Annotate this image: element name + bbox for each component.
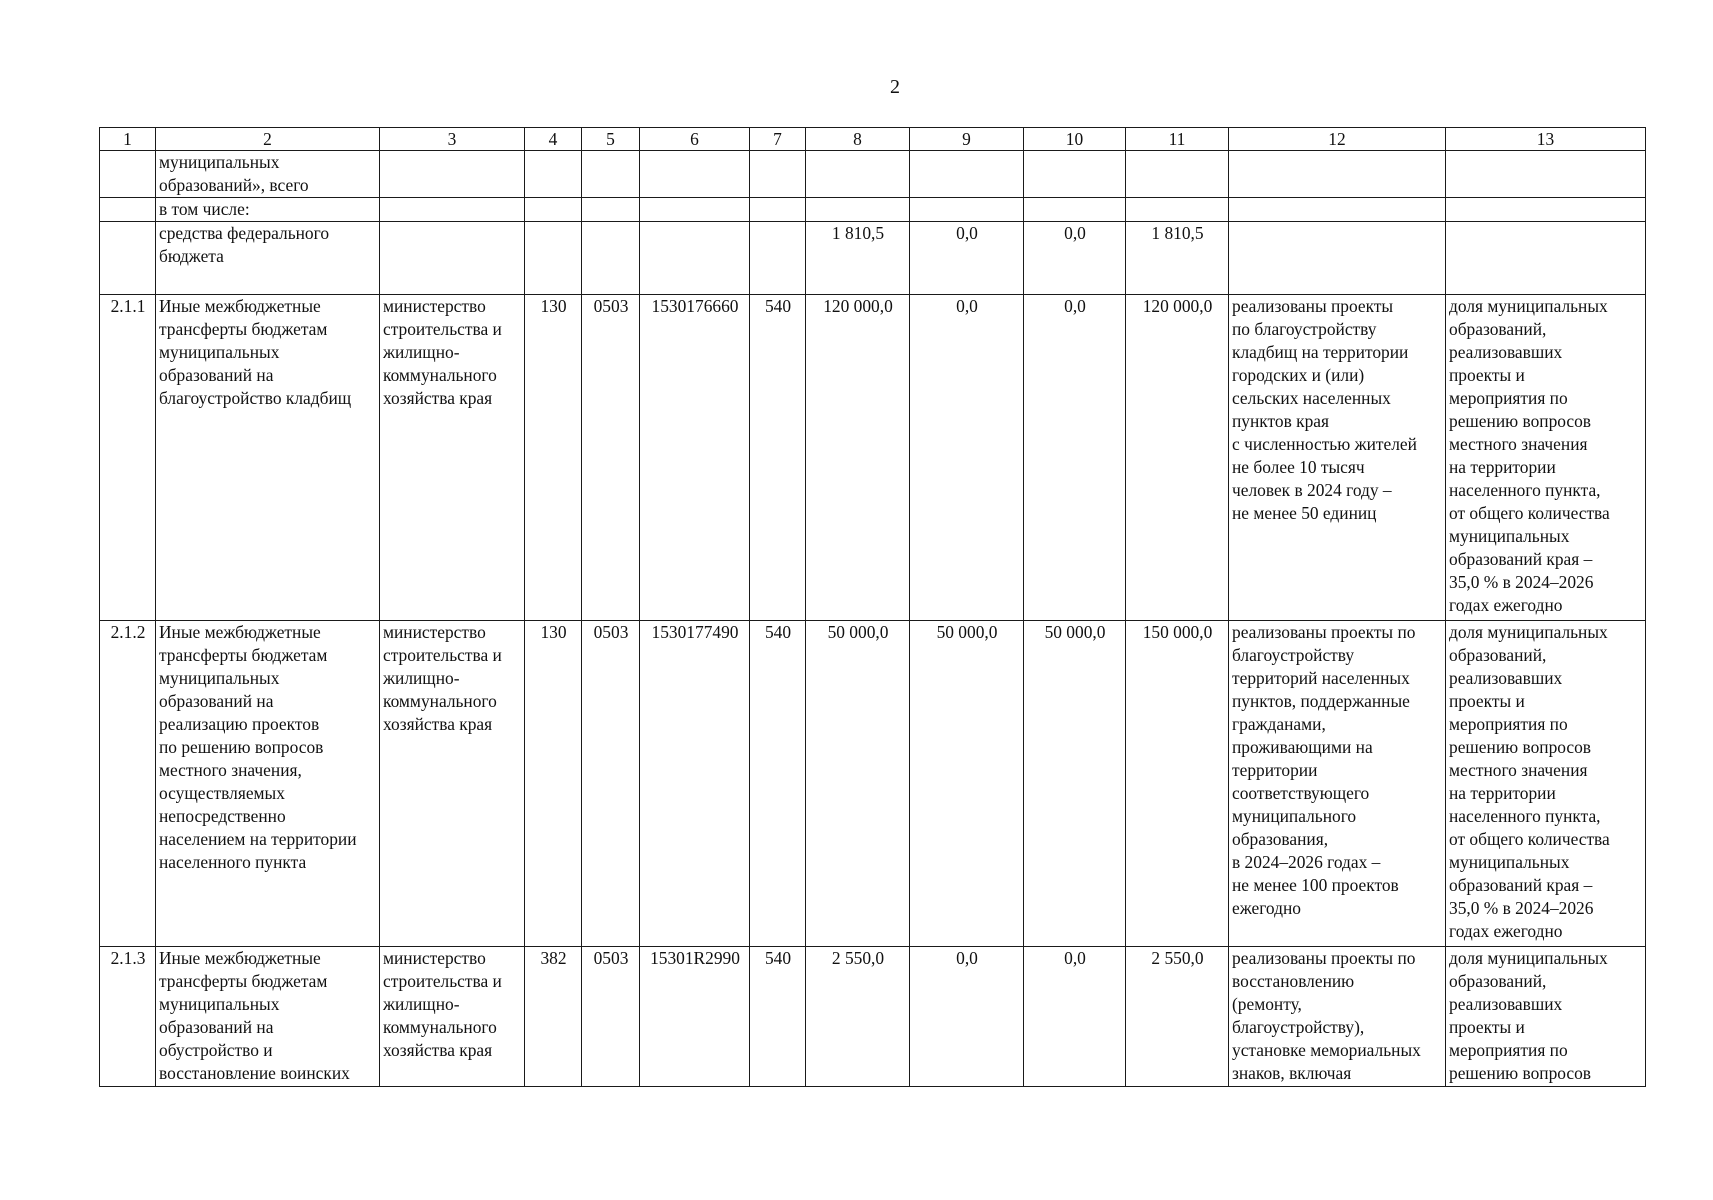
col-header-11: 11 (1126, 128, 1229, 151)
row-c8: 2 550,0 (806, 947, 910, 1087)
row-executor (380, 198, 525, 222)
row-executor (380, 151, 525, 198)
row-c5: 0503 (582, 947, 640, 1087)
row-id (100, 151, 156, 198)
budget-table (99, 127, 1646, 1087)
row-c4 (525, 151, 582, 198)
row-c11: 2 550,0 (1126, 947, 1229, 1087)
row-indicator (1446, 198, 1646, 222)
col-header-10: 10 (1024, 128, 1126, 151)
row-indicator: доля муниципальных образований, реализовавших проекты и мероприятия по решению вопросов местного значения на территории населенного пункта, от общего количества муниципальных образований края – 35,0 % в 2024–2026 годах ежегодно (1446, 621, 1646, 947)
col-header-6: 6 (640, 128, 750, 151)
row-id (100, 222, 156, 295)
row-c10: 50 000,0 (1024, 621, 1126, 947)
row-executor (380, 222, 525, 295)
table-row (100, 621, 1646, 947)
row-c10 (1024, 198, 1126, 222)
table-row (100, 295, 1646, 621)
row-name: Иные межбюджетные трансферты бюджетам муниципальных образований на реализацию проектов по решению вопросов местного значения, осуществляемых непосредственно населением на территории населенного пункта (156, 621, 380, 947)
row-executor: министерство строительства и жилищно- коммунального хозяйства края (380, 621, 525, 947)
row-c9: 0,0 (910, 295, 1024, 621)
row-id: 2.1.2 (100, 621, 156, 947)
row-name: Иные межбюджетные трансферты бюджетам муниципальных образований на благоустройство кладбищ (156, 295, 380, 621)
row-c9 (910, 198, 1024, 222)
row-name: средства федерального бюджета (156, 222, 380, 295)
row-c4 (525, 198, 582, 222)
row-c11 (1126, 151, 1229, 198)
row-c5 (582, 151, 640, 198)
col-header-13: 13 (1446, 128, 1646, 151)
row-id: 2.1.1 (100, 295, 156, 621)
row-c5 (582, 222, 640, 295)
column-number-row (100, 128, 1646, 151)
row-c6 (640, 198, 750, 222)
page-number: 2 (890, 76, 900, 98)
row-indicator: доля муниципальных образований, реализовавших проекты и мероприятия по решению вопросов (1446, 947, 1646, 1087)
row-c6 (640, 151, 750, 198)
row-c5: 0503 (582, 621, 640, 947)
row-c10: 0,0 (1024, 947, 1126, 1087)
col-header-12: 12 (1229, 128, 1446, 151)
row-result (1229, 222, 1446, 295)
row-c6: 1530177490 (640, 621, 750, 947)
row-id: 2.1.3 (100, 947, 156, 1087)
row-c4 (525, 222, 582, 295)
row-c8: 50 000,0 (806, 621, 910, 947)
row-c11: 150 000,0 (1126, 621, 1229, 947)
row-executor: министерство строительства и жилищно- коммунального хозяйства края (380, 295, 525, 621)
row-c8: 120 000,0 (806, 295, 910, 621)
row-c9: 0,0 (910, 222, 1024, 295)
col-header-2: 2 (156, 128, 380, 151)
row-c8 (806, 151, 910, 198)
row-c4: 382 (525, 947, 582, 1087)
row-c6 (640, 222, 750, 295)
row-c11 (1126, 198, 1229, 222)
row-id (100, 198, 156, 222)
row-result (1229, 151, 1446, 198)
col-header-1: 1 (100, 128, 156, 151)
row-c7 (750, 222, 806, 295)
row-c7: 540 (750, 621, 806, 947)
row-c5 (582, 198, 640, 222)
col-header-5: 5 (582, 128, 640, 151)
col-header-3: 3 (380, 128, 525, 151)
row-c9 (910, 151, 1024, 198)
row-result: реализованы проекты по восстановлению (ремонту, благоустройству), установке мемориальных знаков, включая (1229, 947, 1446, 1087)
row-c11: 120 000,0 (1126, 295, 1229, 621)
row-c8 (806, 198, 910, 222)
row-c6: 1530176660 (640, 295, 750, 621)
row-c10 (1024, 151, 1126, 198)
row-c6: 15301R2990 (640, 947, 750, 1087)
row-c7: 540 (750, 947, 806, 1087)
row-c11: 1 810,5 (1126, 222, 1229, 295)
row-c10: 0,0 (1024, 295, 1126, 621)
row-c9: 0,0 (910, 947, 1024, 1087)
row-name: муниципальных образований», всего (156, 151, 380, 198)
table-row (100, 198, 1646, 222)
row-result: реализованы проекты по благоустройству кладбищ на территории городских и (или) сельских населенных пунктов края с численностью жителей не более 10 тысяч человек в 2024 году – не менее 50 единиц (1229, 295, 1446, 621)
row-c7 (750, 151, 806, 198)
col-header-8: 8 (806, 128, 910, 151)
row-executor: министерство строительства и жилищно- коммунального хозяйства края (380, 947, 525, 1087)
row-c5: 0503 (582, 295, 640, 621)
table-row (100, 947, 1646, 1087)
row-result (1229, 198, 1446, 222)
row-c7 (750, 198, 806, 222)
col-header-7: 7 (750, 128, 806, 151)
row-name: Иные межбюджетные трансферты бюджетам муниципальных образований на обустройство и восстановление воинских (156, 947, 380, 1087)
table-row (100, 151, 1646, 198)
row-c7: 540 (750, 295, 806, 621)
row-c4: 130 (525, 621, 582, 947)
row-c9: 50 000,0 (910, 621, 1024, 947)
row-indicator (1446, 222, 1646, 295)
row-result: реализованы проекты по благоустройству территорий населенных пунктов, поддержанные гражданами, проживающими на территории соответствующего муниципального образования, в 2024–2026 годах – не менее 100 проектов ежегодно (1229, 621, 1446, 947)
col-header-4: 4 (525, 128, 582, 151)
row-indicator: доля муниципальных образований, реализовавших проекты и мероприятия по решению вопросов местного значения на территории населенного пункта, от общего количества муниципальных образований края – 35,0 % в 2024–2026 годах ежегодно (1446, 295, 1646, 621)
row-c4: 130 (525, 295, 582, 621)
row-c10: 0,0 (1024, 222, 1126, 295)
table-row (100, 222, 1646, 295)
row-name: в том числе: (156, 198, 380, 222)
col-header-9: 9 (910, 128, 1024, 151)
row-c8: 1 810,5 (806, 222, 910, 295)
row-indicator (1446, 151, 1646, 198)
